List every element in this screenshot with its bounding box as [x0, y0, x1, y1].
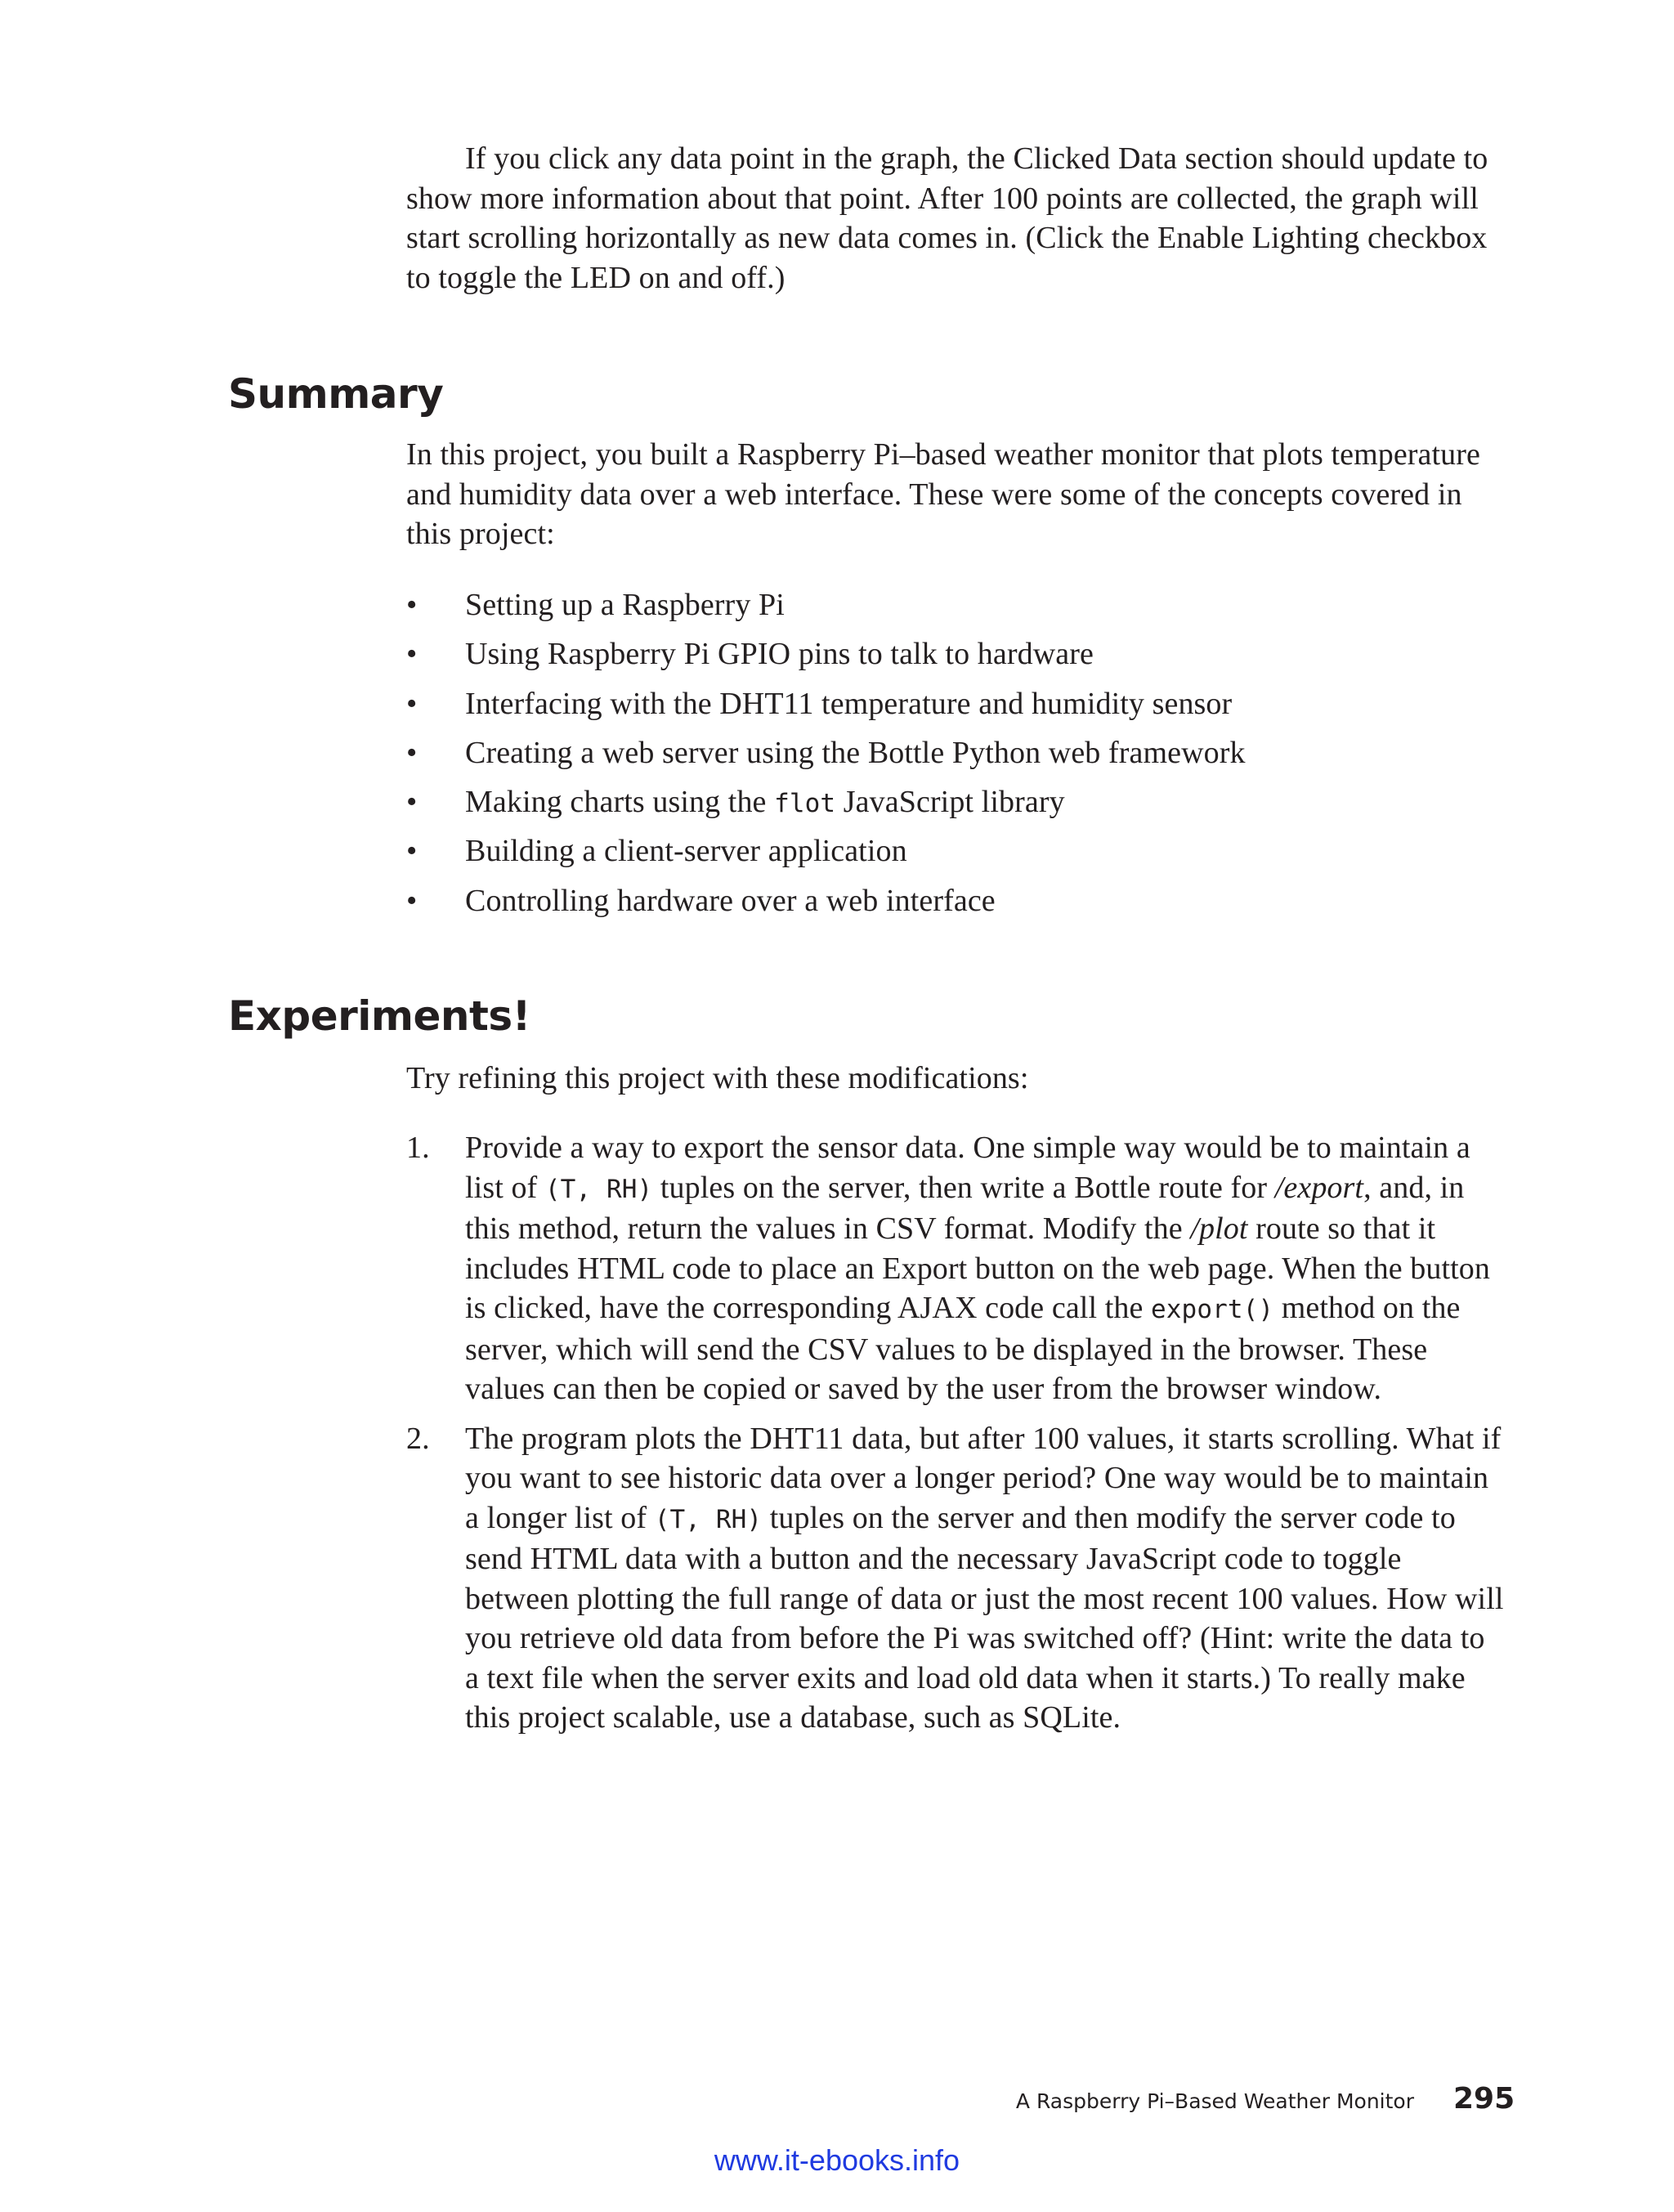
experiments-numbered-list [406, 1128, 1506, 1748]
experiment-text: method on the server, which will send the CSV values to be displayed in the browser. These values can then be copied or saved by the user from the browser window. [465, 1291, 1461, 1406]
inline-code-tuple: (T, RH) [654, 1504, 763, 1534]
summary-heading: Summary [228, 370, 444, 418]
list-item-text-after: JavaScript library [835, 785, 1065, 820]
list-item-text: Creating a web server using the Bottle Python web framework [465, 735, 1246, 770]
list-number: 2. [406, 1421, 430, 1456]
list-item [406, 876, 1506, 925]
route-export: /export [1274, 1170, 1364, 1205]
inline-code-flot: flot [774, 789, 836, 819]
bullet-icon: • [406, 637, 418, 672]
bullet-icon: • [406, 883, 418, 918]
list-item [406, 679, 1506, 728]
list-item [406, 580, 1506, 629]
list-number: 1. [406, 1131, 430, 1165]
experiments-heading: Experiments! [228, 992, 530, 1040]
list-item [406, 728, 1506, 777]
experiment-item-2 [406, 1419, 1506, 1738]
experiment-item-1 [406, 1128, 1506, 1409]
list-item-text: Using Raspberry Pi GPIO pins to talk to hardware [465, 637, 1094, 672]
experiments-intro: Try refining this project with these modifications: [406, 1061, 1029, 1095]
list-item-text: Setting up a Raspberry Pi [465, 588, 785, 622]
experiment-text: Provide a way to export the sensor data. One simple way would be to maintain a list of [465, 1131, 1470, 1205]
bullet-icon: • [406, 785, 418, 820]
intro-paragraph: If you click any data point in the graph, the Clicked Data section should update to show more information about that point. After 100 points are collected, the graph will start scrolling horizontally as new data comes in. (Click the Enable Lighting checkbox to toggle the LED on and off.) [406, 141, 1488, 295]
list-item [406, 629, 1506, 678]
route-plot: /plot [1190, 1211, 1248, 1246]
experiment-text: tuples on the server and then modify the server code to send HTML data with a button and the necessary JavaScript code to toggle between plotting the full range of data or just the most recent 100 values. How will you retrieve old data from before the Pi was switched off? (Hint: write the data to a text file when the server exits and load old data when it starts.) To really make this project scalable, use a database, such as SQLite. [465, 1500, 1504, 1735]
summary-bullet-list [406, 580, 1506, 925]
page-number: 295 [1453, 2082, 1515, 2116]
summary-paragraph: In this project, you built a Raspberry Pi–based weather monitor that plots temperature and humidity data over a web interface. These were some of the concepts covered in this project: [406, 437, 1480, 551]
bullet-icon: • [406, 735, 418, 770]
list-item-text-before: Making charts using the [465, 785, 775, 820]
bullet-icon: • [406, 686, 418, 721]
list-item-text: Building a client-server application [465, 834, 907, 869]
list-item [406, 777, 1506, 826]
bullet-icon: • [406, 834, 418, 869]
experiment-text: The program plots the DHT11 data, but after 100 values, it starts scrolling. What if you want to see historic data over a longer period? One way would be to maintain a longer list of [465, 1421, 1502, 1535]
list-item-text: Interfacing with the DHT11 temperature and humidity sensor [465, 686, 1233, 721]
list-item [406, 826, 1506, 875]
bullet-icon: • [406, 588, 418, 622]
inline-code-export: export() [1151, 1295, 1274, 1324]
inline-code-tuple: (T, RH) [544, 1174, 653, 1204]
experiment-text: route so that it includes HTML code to place an Export button on the web page. When the button is clicked, have the corresponding AJAX code call the [465, 1211, 1490, 1325]
running-footer-title: A Raspberry Pi–Based Weather Monitor [1015, 2089, 1414, 2113]
list-item-text: Controlling hardware over a web interface [465, 883, 996, 918]
watermark-link[interactable]: www.it-ebooks.info [714, 2143, 960, 2177]
experiment-text: tuples on the server, then write a Bottle route for [652, 1170, 1275, 1205]
experiment-text: , and, in this method, return the values in CSV format. Modify the [465, 1170, 1465, 1246]
